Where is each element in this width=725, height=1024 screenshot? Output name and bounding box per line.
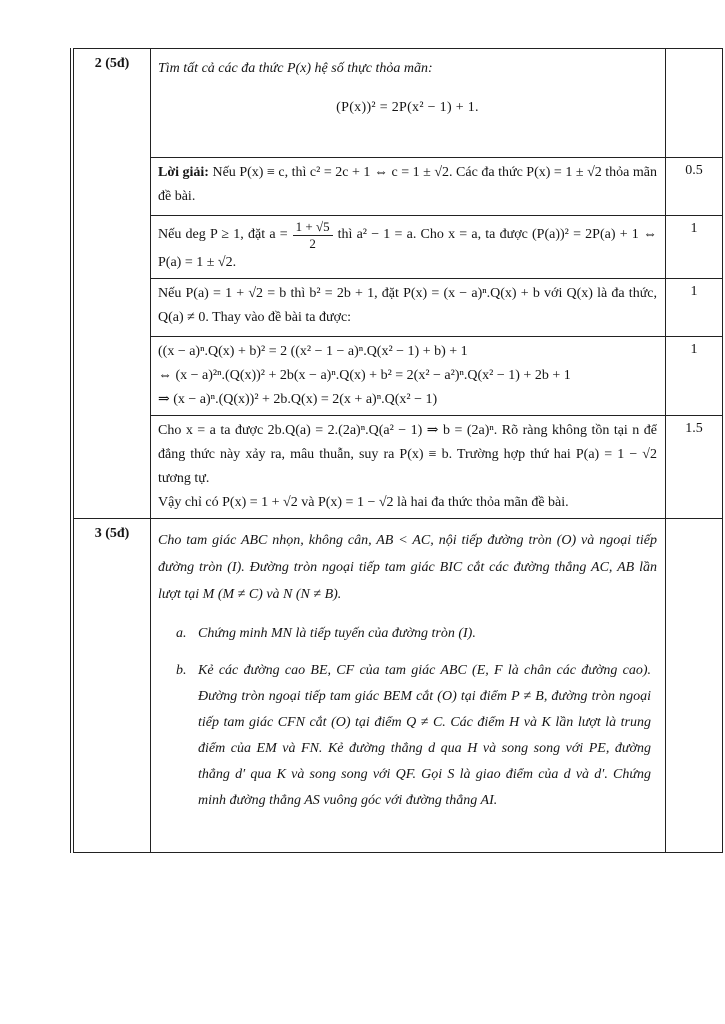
solution-row-5 bbox=[74, 416, 723, 519]
solution-row-5-content bbox=[151, 416, 666, 519]
solution-row-1-points: 0.5 bbox=[666, 158, 723, 216]
item-b-label: b. bbox=[176, 663, 187, 678]
problem3-statement-text: Cho tam giác ABC nhọn, không cân, AB < AC, nội tiếp đường tròn (O) và ngoại tiếp đường tròn (I). Đường tròn ngoại tiếp tam giác BIC cắt các đường thẳng AC, AB lần lượt tại M (M ≠ C) và N (N ≠ B). bbox=[158, 533, 657, 602]
solution-row-2-post: thì a² − 1 = a. Cho x = a, ta được (P(a))² = 2P(a) + 1 ⇔ P(a) = 1 ± √2. bbox=[158, 227, 657, 270]
solution-row-2-pre: Nếu deg P ≥ 1, đặt a = bbox=[158, 227, 288, 243]
solution-row-3-points: 1 bbox=[666, 279, 723, 337]
solution-row-5-text: Cho x = a ta được 2b.Q(a) = 2.(2a)ⁿ.Q(a² − 1) ⇒ b = (2a)ⁿ. Rõ ràng không tồn tại n để đẳng thức này xảy ra, mâu thuẫn, suy ra P(x) ≡ b. Trường hợp thứ hai P(a) = 1 − √2 tương tự. bbox=[158, 423, 657, 486]
problem2-statement-cell bbox=[151, 49, 666, 158]
solution-row-2-points: 1 bbox=[666, 216, 723, 279]
problem2-statement-formula: (P(x))² = 2P(x² − 1) + 1. bbox=[336, 100, 479, 115]
solution-row-4-points: 1 bbox=[666, 337, 723, 416]
solution-row-3-text: Nếu P(a) = 1 + √2 = b thì b² = 2b + 1, đặt P(x) = (x − a)ⁿ.Q(x) + b với Q(x) là đa thức, Q(a) ≠ 0. Thay vào đề bài ta được: bbox=[158, 286, 657, 325]
solution-row-1 bbox=[74, 158, 723, 216]
solution-row-5-points: 1.5 bbox=[666, 416, 723, 519]
grading-sheet bbox=[70, 48, 725, 853]
problem3-number: 3 (5đ) bbox=[94, 526, 130, 541]
problem3-item-b bbox=[176, 658, 657, 814]
solution-conclusion: Vậy chỉ có P(x) = 1 + √2 và P(x) = 1 − √2 là hai đa thức thỏa mãn đề bài. bbox=[158, 495, 569, 510]
solution-row-2 bbox=[74, 216, 723, 279]
problem3-statement-cell bbox=[151, 519, 666, 853]
problem2-statement-row bbox=[74, 49, 723, 158]
equation-line-3: ⇒ (x − a)ⁿ.(Q(x))² + 2b.Q(x) = 2(x + a)ⁿ.Q(x² − 1) bbox=[158, 392, 438, 407]
solution-row-4-content bbox=[151, 337, 666, 416]
solution-row-1-content bbox=[151, 158, 666, 216]
solution-row-2-content bbox=[151, 216, 666, 279]
problem2-statement-points-cell bbox=[666, 49, 723, 158]
item-a-label: a. bbox=[176, 626, 187, 641]
fraction-denominator: 2 bbox=[309, 236, 316, 251]
problem3-row bbox=[74, 519, 723, 853]
problem3-number-cell bbox=[74, 519, 151, 853]
solution-row-3 bbox=[74, 279, 723, 337]
fraction-numerator: 1 + √5 bbox=[293, 219, 333, 236]
problem3-points-cell bbox=[666, 519, 723, 853]
fraction bbox=[293, 219, 333, 251]
problem3-item-a bbox=[176, 621, 657, 647]
item-b-text: Kẻ các đường cao BE, CF của tam giác ABC (E, F là chân các đường cao). Đường tròn ngoại tiếp tam giác BEM cắt (O) tại điểm P ≠ B, đường tròn ngoại tiếp tam giác CFN cắt (O) tại điểm Q ≠ C. Các điểm H và K lần lượt là trung điểm của EM và FN. Kẻ đường thẳng d qua H và song song với PE, đường thẳng d′ qua K và song song với QF. Gọi S là giao điểm của d và d′. Chứng minh đường thẳng AS vuông góc với đường thẳng AI. bbox=[198, 663, 651, 808]
solution-label: Lời giải: bbox=[158, 165, 209, 180]
problem3-item-list bbox=[158, 621, 657, 814]
solution-row-3-content bbox=[151, 279, 666, 337]
solution-row-1-text: Nếu P(x) ≡ c, thì c² = 2c + 1 ⇔ c = 1 ± √2. Các đa thức P(x) = 1 ± √2 thỏa mãn đề bài. bbox=[158, 165, 658, 204]
item-a-text: Chứng minh MN là tiếp tuyến của đường tròn (I). bbox=[198, 626, 476, 641]
problem2-statement-text: Tìm tất cả các đa thức P(x) hệ số thực thỏa mãn: bbox=[158, 61, 433, 76]
solution-row-4 bbox=[74, 337, 723, 416]
problem2-number: 2 (5đ) bbox=[94, 56, 130, 71]
problem2-number-cell bbox=[74, 49, 151, 519]
solutions-table bbox=[73, 48, 723, 853]
equation-line-1: ((x − a)ⁿ.Q(x) + b)² = 2 ((x² − 1 − a)ⁿ.Q(x² − 1) + b) + 1 bbox=[158, 344, 468, 359]
equation-line-2: ⇔ (x − a)²ⁿ.(Q(x))² + 2b(x − a)ⁿ.Q(x) + b² = 2(x² − a²)ⁿ.Q(x² − 1) + 2b + 1 bbox=[158, 368, 571, 383]
